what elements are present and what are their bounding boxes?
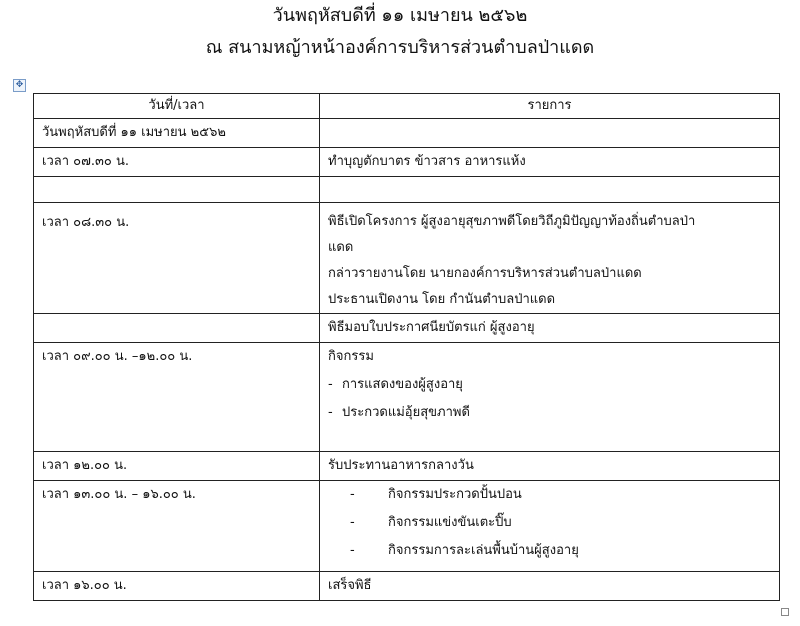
table-row	[34, 203, 780, 314]
cell-time: เวลา ๐๙.๐๐ น. –๑๒.๐๐ น.	[34, 343, 320, 452]
list-item	[328, 399, 771, 427]
list-item	[328, 481, 771, 509]
document-title-date: วันพฤหัสบดีที่ ๑๑ เมษายน ๒๕๖๒	[272, 5, 528, 26]
list-item-text: กิจกรรมแข่งขันเตะปิ๊บ	[388, 515, 512, 530]
cell-item: ทำบุญตักบาตร ข้าวสาร อาหารแห้ง	[320, 148, 780, 177]
cell-item: เสร็จพิธี	[320, 572, 780, 601]
cell-time: เวลา ๑๖.๐๐ น.	[34, 572, 320, 601]
table-row	[34, 119, 780, 148]
cell-time: เวลา ๐๘.๓๐ น.	[34, 203, 320, 314]
end-of-cell-marker-icon	[781, 608, 789, 616]
cell-item	[320, 177, 780, 203]
bullet-dash: -	[350, 543, 355, 558]
schedule-table	[33, 93, 780, 601]
table-row	[34, 481, 780, 572]
cell-item: รับประทานอาหารกลางวัน	[320, 452, 780, 481]
cell-time: เวลา ๐๗.๓๐ น.	[34, 148, 320, 177]
list-item	[328, 537, 771, 565]
cell-item	[320, 481, 780, 572]
cell-time: วันพฤหัสบดีที่ ๑๑ เมษายน ๒๕๖๒	[34, 119, 320, 148]
bullet-dash: -	[328, 405, 333, 420]
cell-item	[320, 119, 780, 148]
bullet-dash: -	[350, 515, 355, 530]
cell-time: เวลา ๑๒.๐๐ น.	[34, 452, 320, 481]
column-header-time: วันที่/เวลา	[34, 94, 320, 119]
list-item-text: กิจกรรมการละเล่นพื้นบ้านผู้สูงอายุ	[388, 543, 579, 558]
cell-item: พิธีมอบใบประกาศนียบัตรแก่ ผู้สูงอายุ	[320, 314, 780, 343]
cell-time	[34, 314, 320, 343]
cell-time: เวลา ๑๓.๐๐ น. – ๑๖.๐๐ น.	[34, 481, 320, 572]
table-header-row	[34, 94, 780, 119]
list-item	[328, 371, 771, 399]
item-line: แดด	[328, 240, 354, 255]
bullet-dash: -	[328, 377, 333, 392]
table-row	[34, 452, 780, 481]
item-heading: กิจกรรม	[328, 349, 374, 364]
list-item-text: กิจกรรมประกวดปั้นปอน	[388, 487, 522, 502]
list-item	[328, 509, 771, 537]
table-move-handle-icon[interactable]: ✥	[13, 79, 26, 92]
cell-item	[320, 343, 780, 452]
cell-time	[34, 177, 320, 203]
table-row	[34, 177, 780, 203]
table-row	[34, 343, 780, 452]
list-item-text: การแสดงของผู้สูงอายุ	[342, 377, 463, 392]
document-title-venue: ณ สนามหญ้าหน้าองค์การบริหารส่วนตำบลป่าแดด	[205, 37, 595, 58]
bullet-dash: -	[350, 487, 355, 502]
table-row	[34, 148, 780, 177]
cell-item	[320, 203, 780, 314]
column-header-item: รายการ	[320, 94, 780, 119]
table-row	[34, 572, 780, 601]
item-line: กล่าวรายงานโดย นายกองค์การบริหารส่วนตำบลป่าแดด	[328, 266, 642, 281]
table-row	[34, 314, 780, 343]
item-line: ประธานเปิดงาน โดย กำนันตำบลป่าแดด	[328, 292, 556, 307]
item-line: พิธีเปิดโครงการ ผู้สูงอายุสุขภาพดีโดยวิถีภูมิปัญญาท้องถิ่นตำบลป่า	[328, 214, 696, 229]
list-item-text: ประกวดแม่อุ้ยสุขภาพดี	[342, 405, 470, 420]
